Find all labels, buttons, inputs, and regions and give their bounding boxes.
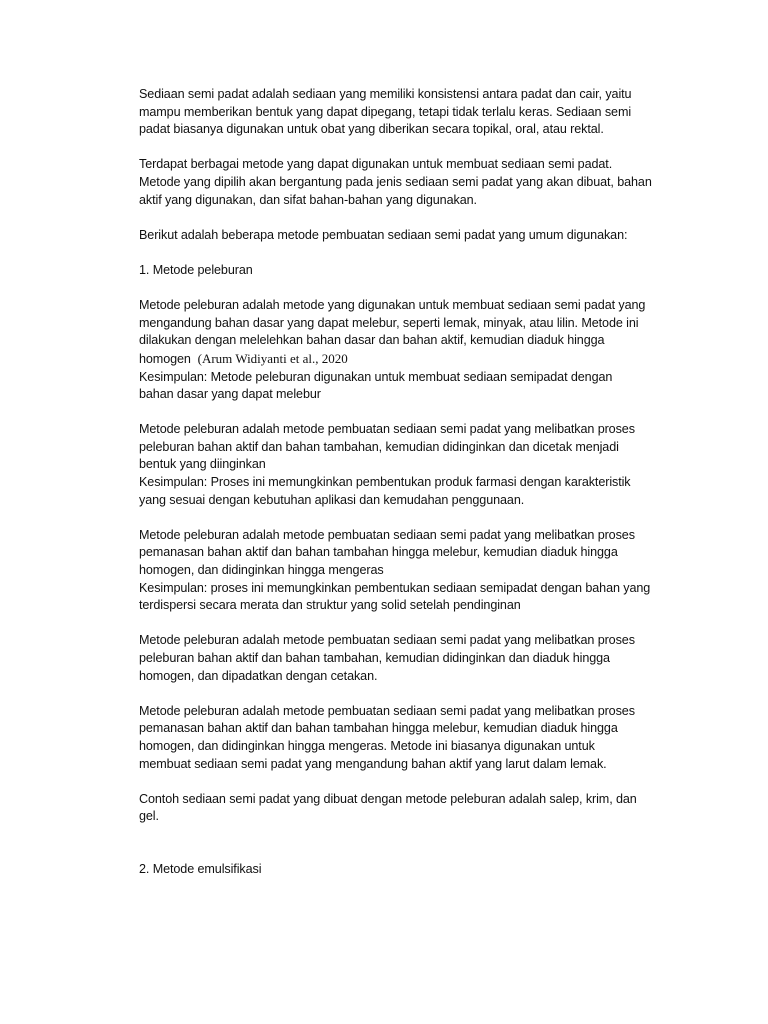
text-line: membuat sediaan semi padat yang mengandung bahan aktif yang larut dalam lemak.	[139, 756, 607, 771]
text-line: peleburan bahan aktif dan bahan tambahan, kemudian didinginkan dan dicetak menjadi	[139, 439, 619, 454]
text-line: gel.	[139, 809, 159, 824]
conclusion-line: bahan dasar yang dapat melebur	[139, 387, 321, 402]
text-line: Metode peleburan adalah metode pembuatan sediaan semi padat yang melibatkan proses	[139, 633, 635, 648]
text-line: mengandung bahan dasar yang dapat melebur, seperti lemak, minyak, atau lilin. Metode ini	[139, 315, 639, 330]
text-line: bentuk yang diinginkan	[139, 457, 266, 472]
text-line: Metode peleburan adalah metode pembuatan sediaan semi padat yang melibatkan proses	[139, 527, 635, 542]
text-line: Metode peleburan adalah metode pembuatan sediaan semi padat yang melibatkan proses	[139, 422, 635, 437]
text-line: homogen, dan didinginkan hingga mengeras. Metode ini biasanya digunakan untuk	[139, 738, 595, 753]
section-1-heading	[139, 262, 699, 280]
heading-text: 1. Metode peleburan	[139, 262, 253, 277]
text-line: mampu memberikan bentuk yang dapat dipegang, tetapi tidak terlalu keras. Sediaan semi	[139, 104, 632, 119]
text-line: peleburan bahan aktif dan bahan tambahan, kemudian didinginkan dan diaduk hingga	[139, 651, 610, 665]
list-intro-paragraph	[139, 227, 699, 245]
intro-paragraph	[139, 86, 699, 139]
text-line: Contoh sediaan semi padat yang dibuat dengan metode peleburan adalah salep, krim, dan	[139, 791, 637, 806]
text-line-with-citation	[139, 350, 699, 369]
text-fragment: homogen	[139, 351, 191, 366]
conclusion-line: Kesimpulan: proses ini memungkinkan pembentukan sediaan semipadat dengan bahan yang	[139, 580, 651, 595]
section-1-paragraph-2	[139, 421, 699, 509]
text-line: homogen, dan dipadatkan dengan cetakan.	[139, 668, 378, 683]
text-line: Sediaan semi padat adalah sediaan yang memiliki konsistensi antara padat dan cair, yaitu	[139, 87, 632, 101]
citation: (Arum Widiyanti et al., 2020	[197, 350, 348, 366]
conclusion-line: yang sesuai dengan kebutuhan aplikasi dan kemudahan penggunaan.	[139, 492, 525, 507]
section-1-paragraph-3	[139, 527, 699, 615]
text-line: pemanasan bahan aktif dan bahan tambahan hingga melebur, kemudian diaduk hingga	[139, 545, 618, 560]
text-line: Berikut adalah beberapa metode pembuatan sediaan semi padat yang umum digunakan:	[139, 227, 628, 242]
section-1-paragraph-4	[139, 632, 699, 685]
text-line: Metode peleburan adalah metode pembuatan sediaan semi padat yang melibatkan proses	[139, 703, 635, 718]
text-line: aktif yang digunakan, dan sifat bahan-bahan yang digunakan.	[139, 192, 477, 207]
section-1-paragraph-6	[139, 791, 699, 826]
section-1-paragraph-5	[139, 703, 699, 773]
text-line: Metode yang dipilih akan bergantung pada jenis sediaan semi padat yang akan dibuat, bahan	[139, 174, 652, 189]
section-1-paragraph-1	[139, 297, 699, 404]
text-line: Metode peleburan adalah metode yang digunakan untuk membuat sediaan semi padat yang	[139, 298, 646, 313]
conclusion-line: Kesimpulan: Proses ini memungkinkan pembentukan produk farmasi dengan karakteristik	[139, 475, 631, 490]
text-line: dilakukan dengan melelehkan bahan dasar dan bahan aktif, kemudian diaduk hingga	[139, 333, 605, 348]
text-line: Terdapat berbagai metode yang dapat digunakan untuk membuat sediaan semi padat.	[139, 157, 613, 172]
conclusion-line: Kesimpulan: Metode peleburan digunakan untuk membuat sediaan semipadat dengan	[139, 369, 613, 384]
conclusion-line: terdispersi secara merata dan struktur yang solid setelah pendinginan	[139, 598, 521, 613]
heading-text: 2. Metode emulsifikasi	[139, 862, 262, 877]
text-line: pemanasan bahan aktif dan bahan tambahan hingga melebur, kemudian diaduk hingga	[139, 721, 618, 736]
text-line: padat biasanya digunakan untuk obat yang diberikan secara topikal, oral, atau rektal.	[139, 122, 604, 137]
text-line: homogen, dan didinginkan hingga mengeras	[139, 563, 384, 578]
methods-intro-paragraph	[139, 156, 699, 209]
document-body	[139, 86, 699, 879]
section-2-heading	[139, 861, 699, 879]
